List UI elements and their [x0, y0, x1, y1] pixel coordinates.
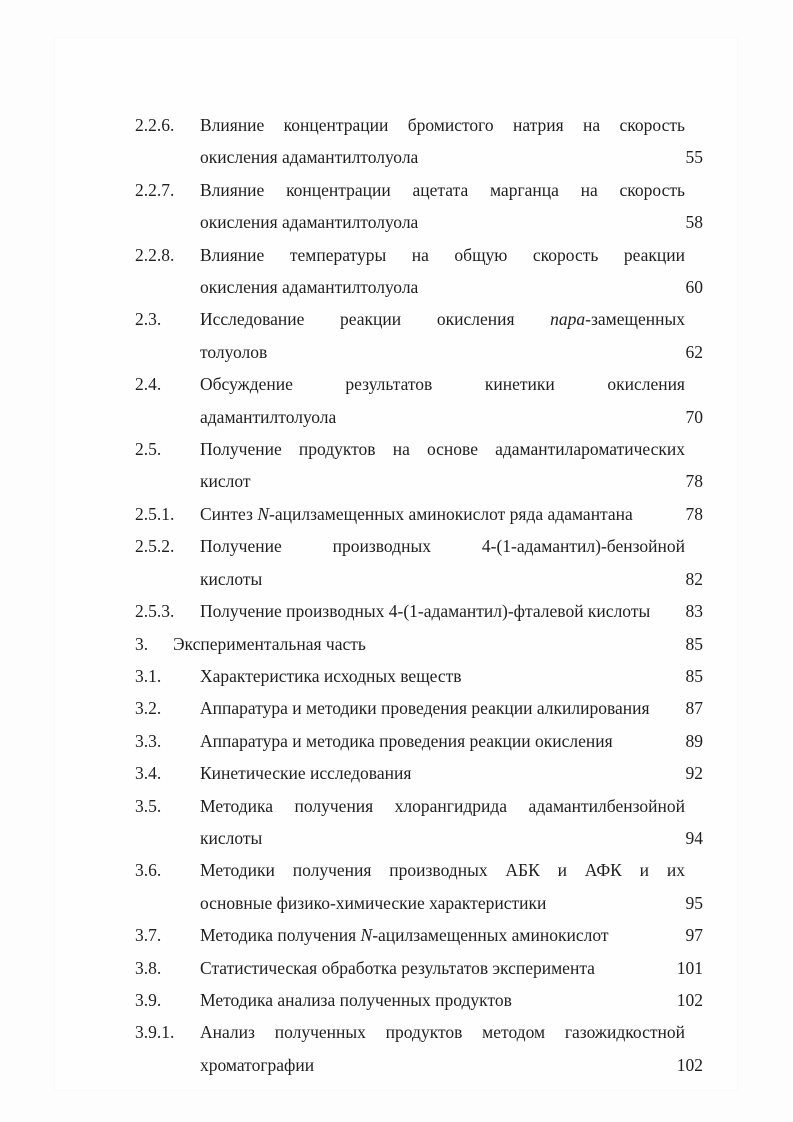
toc-title-segment: Методики получения производных АБК и АФК и их — [200, 860, 685, 881]
toc-entry-line — [200, 303, 703, 335]
toc-entry — [135, 109, 703, 174]
toc-entry-line — [200, 660, 703, 692]
toc-entry — [135, 239, 703, 304]
toc-entry — [135, 368, 703, 433]
toc-entry-line — [200, 854, 703, 886]
toc-entry-line — [200, 336, 703, 368]
toc-title-segment: кислоты — [200, 827, 263, 848]
toc-entry-line — [200, 433, 703, 465]
toc-page-number: 102 — [676, 989, 703, 1010]
toc-title-segment: кислот — [200, 471, 251, 492]
toc-entry-line — [173, 628, 703, 660]
toc-entry-line — [200, 1049, 703, 1081]
toc-title-segment: адамантилтолуола — [200, 406, 337, 427]
toc-title-segment: Аппаратура и методика проведения реакции окисления — [200, 730, 613, 751]
toc-title-segment: окисления адамантилтолуола — [200, 277, 419, 298]
toc-entry-number: 2.5. — [135, 439, 162, 460]
toc-title-segment: -ацилзамещенных аминокислот — [372, 925, 609, 946]
toc-entry-number: 2.2.8. — [135, 244, 175, 265]
toc-entry — [135, 498, 703, 530]
toc-page-number: 92 — [685, 763, 703, 784]
toc-title-segment: Влияние температуры на общую скорость реакции — [200, 244, 685, 265]
toc-entry — [135, 790, 703, 855]
toc-entry-line — [200, 109, 703, 141]
toc-entry — [135, 952, 703, 984]
toc-page-number: 85 — [685, 665, 703, 686]
toc-entry-line — [200, 141, 703, 173]
toc-entry-line — [200, 174, 703, 206]
toc-page-number: 70 — [685, 406, 703, 427]
toc-entry-number: 2.2.7. — [135, 179, 175, 200]
toc-entry — [135, 303, 703, 368]
toc-title-segment: Анализ полученных продуктов методом газожидкостной — [200, 1022, 685, 1043]
toc-entry-line — [200, 239, 703, 271]
toc-page-number: 94 — [685, 827, 703, 848]
toc-title-segment: Экспериментальная часть — [173, 633, 366, 654]
toc-title-segment: Влияние концентрации бромистого натрия на скорость — [200, 115, 685, 135]
toc-entry — [135, 628, 703, 660]
toc-entry-number: 3.9.1. — [135, 1022, 175, 1043]
toc-entry — [135, 1016, 703, 1081]
toc-page-number: 62 — [685, 341, 703, 362]
toc-entry-line — [200, 206, 703, 238]
toc-title-segment: окисления адамантилтолуола — [200, 212, 419, 233]
toc-entry-number: 2.2.6. — [135, 115, 175, 135]
toc-entry-number: 3.2. — [135, 698, 162, 719]
toc-entry-line — [200, 822, 703, 854]
toc-entry-number: 2.5.1. — [135, 503, 175, 524]
toc-entry-number: 3.4. — [135, 763, 162, 784]
toc-page-number: 97 — [685, 925, 703, 946]
toc-title-segment: -ацилзамещенных аминокислот ряда адамантана — [269, 503, 633, 524]
toc-page-number: 58 — [685, 212, 703, 233]
toc-entry-line — [200, 563, 703, 595]
toc-title-segment: Получение производных 4-(1-адамантил)-фталевой кислоты — [200, 601, 651, 622]
toc-entry — [135, 984, 703, 1016]
toc-title-segment: кислоты — [200, 568, 263, 589]
toc-title-segment: Методика анализа полученных продуктов — [200, 989, 512, 1010]
toc-entry-number: 2.5.2. — [135, 536, 175, 557]
toc-entry-number: 3.5. — [135, 795, 162, 816]
toc-page-number: 60 — [685, 277, 703, 298]
toc-page-number: 87 — [685, 698, 703, 719]
toc-entry-line — [200, 692, 703, 724]
toc-title-segment: Исследование реакции окисления — [200, 309, 551, 330]
toc-title-segment: Методика получения хлорангидрида адамантилбензойной — [200, 795, 685, 816]
toc-entry-number: 3.3. — [135, 730, 162, 751]
toc-title-segment: Синтез — [200, 503, 258, 524]
toc-title-italic-segment: N — [360, 925, 373, 946]
toc-entry-line — [200, 725, 703, 757]
toc-entry — [135, 174, 703, 239]
toc-entry-line — [200, 498, 703, 530]
toc-entry — [135, 919, 703, 951]
toc-page-number: 95 — [685, 892, 703, 913]
toc-entry-line — [200, 919, 703, 951]
toc-entry-line — [200, 790, 703, 822]
toc-title-segment: Получение производных 4-(1-адамантил)-бензойной — [200, 536, 685, 557]
toc-page-number: 101 — [676, 957, 703, 978]
toc-page-number: 89 — [685, 730, 703, 751]
toc-title-segment: Получение продуктов на основе адамантилароматических — [200, 439, 685, 460]
toc-title-italic-segment: N — [257, 503, 270, 524]
toc-entry — [135, 725, 703, 757]
toc-entry-number: 3.8. — [135, 957, 162, 978]
toc-entry-line — [200, 887, 703, 919]
toc-title-segment: Кинетические исследования — [200, 763, 412, 784]
table-of-contents — [135, 109, 703, 1081]
toc-title-italic-segment: пара — [550, 309, 586, 330]
toc-title-segment: Обсуждение результатов кинетики окисления — [200, 374, 685, 395]
toc-page-number: 78 — [685, 471, 703, 492]
toc-entry-number: 3.6. — [135, 860, 162, 881]
toc-entry-line — [200, 530, 703, 562]
toc-title-segment: толуолов — [200, 341, 268, 362]
toc-title-segment: Аппаратура и методики проведения реакции алкилирования — [200, 698, 650, 719]
toc-page-number: 55 — [685, 147, 703, 168]
toc-entry-line — [200, 984, 703, 1016]
toc-entry-number: 2.5.3. — [135, 601, 175, 622]
toc-entry-number: 3.1. — [135, 665, 162, 686]
toc-page-number: 83 — [685, 601, 703, 622]
toc-entry-line — [200, 595, 703, 627]
toc-entry-number: 2.3. — [135, 309, 162, 330]
toc-entry — [135, 530, 703, 595]
toc-entry-number: 3.7. — [135, 925, 162, 946]
toc-entry-number: 3.9. — [135, 989, 162, 1010]
toc-entry-number: 3. — [135, 633, 149, 654]
toc-entry-line — [200, 757, 703, 789]
toc-entry-line — [200, 401, 703, 433]
toc-entry — [135, 854, 703, 919]
toc-title-segment: Влияние концентрации ацетата марганца на скорость — [200, 179, 685, 200]
toc-entry-line — [200, 952, 703, 984]
toc-entry — [135, 433, 703, 498]
toc-entry-line — [200, 1016, 703, 1048]
toc-page-number: 85 — [685, 633, 703, 654]
toc-page-number: 82 — [685, 568, 703, 589]
toc-title-segment: Статистическая обработка результатов эксперимента — [200, 957, 595, 978]
toc-entry-number: 2.4. — [135, 374, 162, 395]
toc-page-number: 78 — [685, 503, 703, 524]
toc-entry-line — [200, 271, 703, 303]
toc-entry — [135, 757, 703, 789]
toc-title-segment: Характеристика исходных веществ — [200, 665, 462, 686]
toc-title-segment: Методика получения — [200, 925, 361, 946]
toc-title-segment: хроматографии — [200, 1054, 315, 1075]
toc-entry — [135, 660, 703, 692]
toc-title-segment: основные физико-химические характеристики — [200, 892, 547, 913]
toc-entry — [135, 692, 703, 724]
toc-entry-line — [200, 465, 703, 497]
toc-title-segment: окисления адамантилтолуола — [200, 147, 419, 168]
toc-entry-line — [200, 368, 703, 400]
toc-entry — [135, 595, 703, 627]
toc-page-number: 102 — [676, 1054, 703, 1075]
toc-title-segment: -замещенных — [585, 309, 685, 330]
